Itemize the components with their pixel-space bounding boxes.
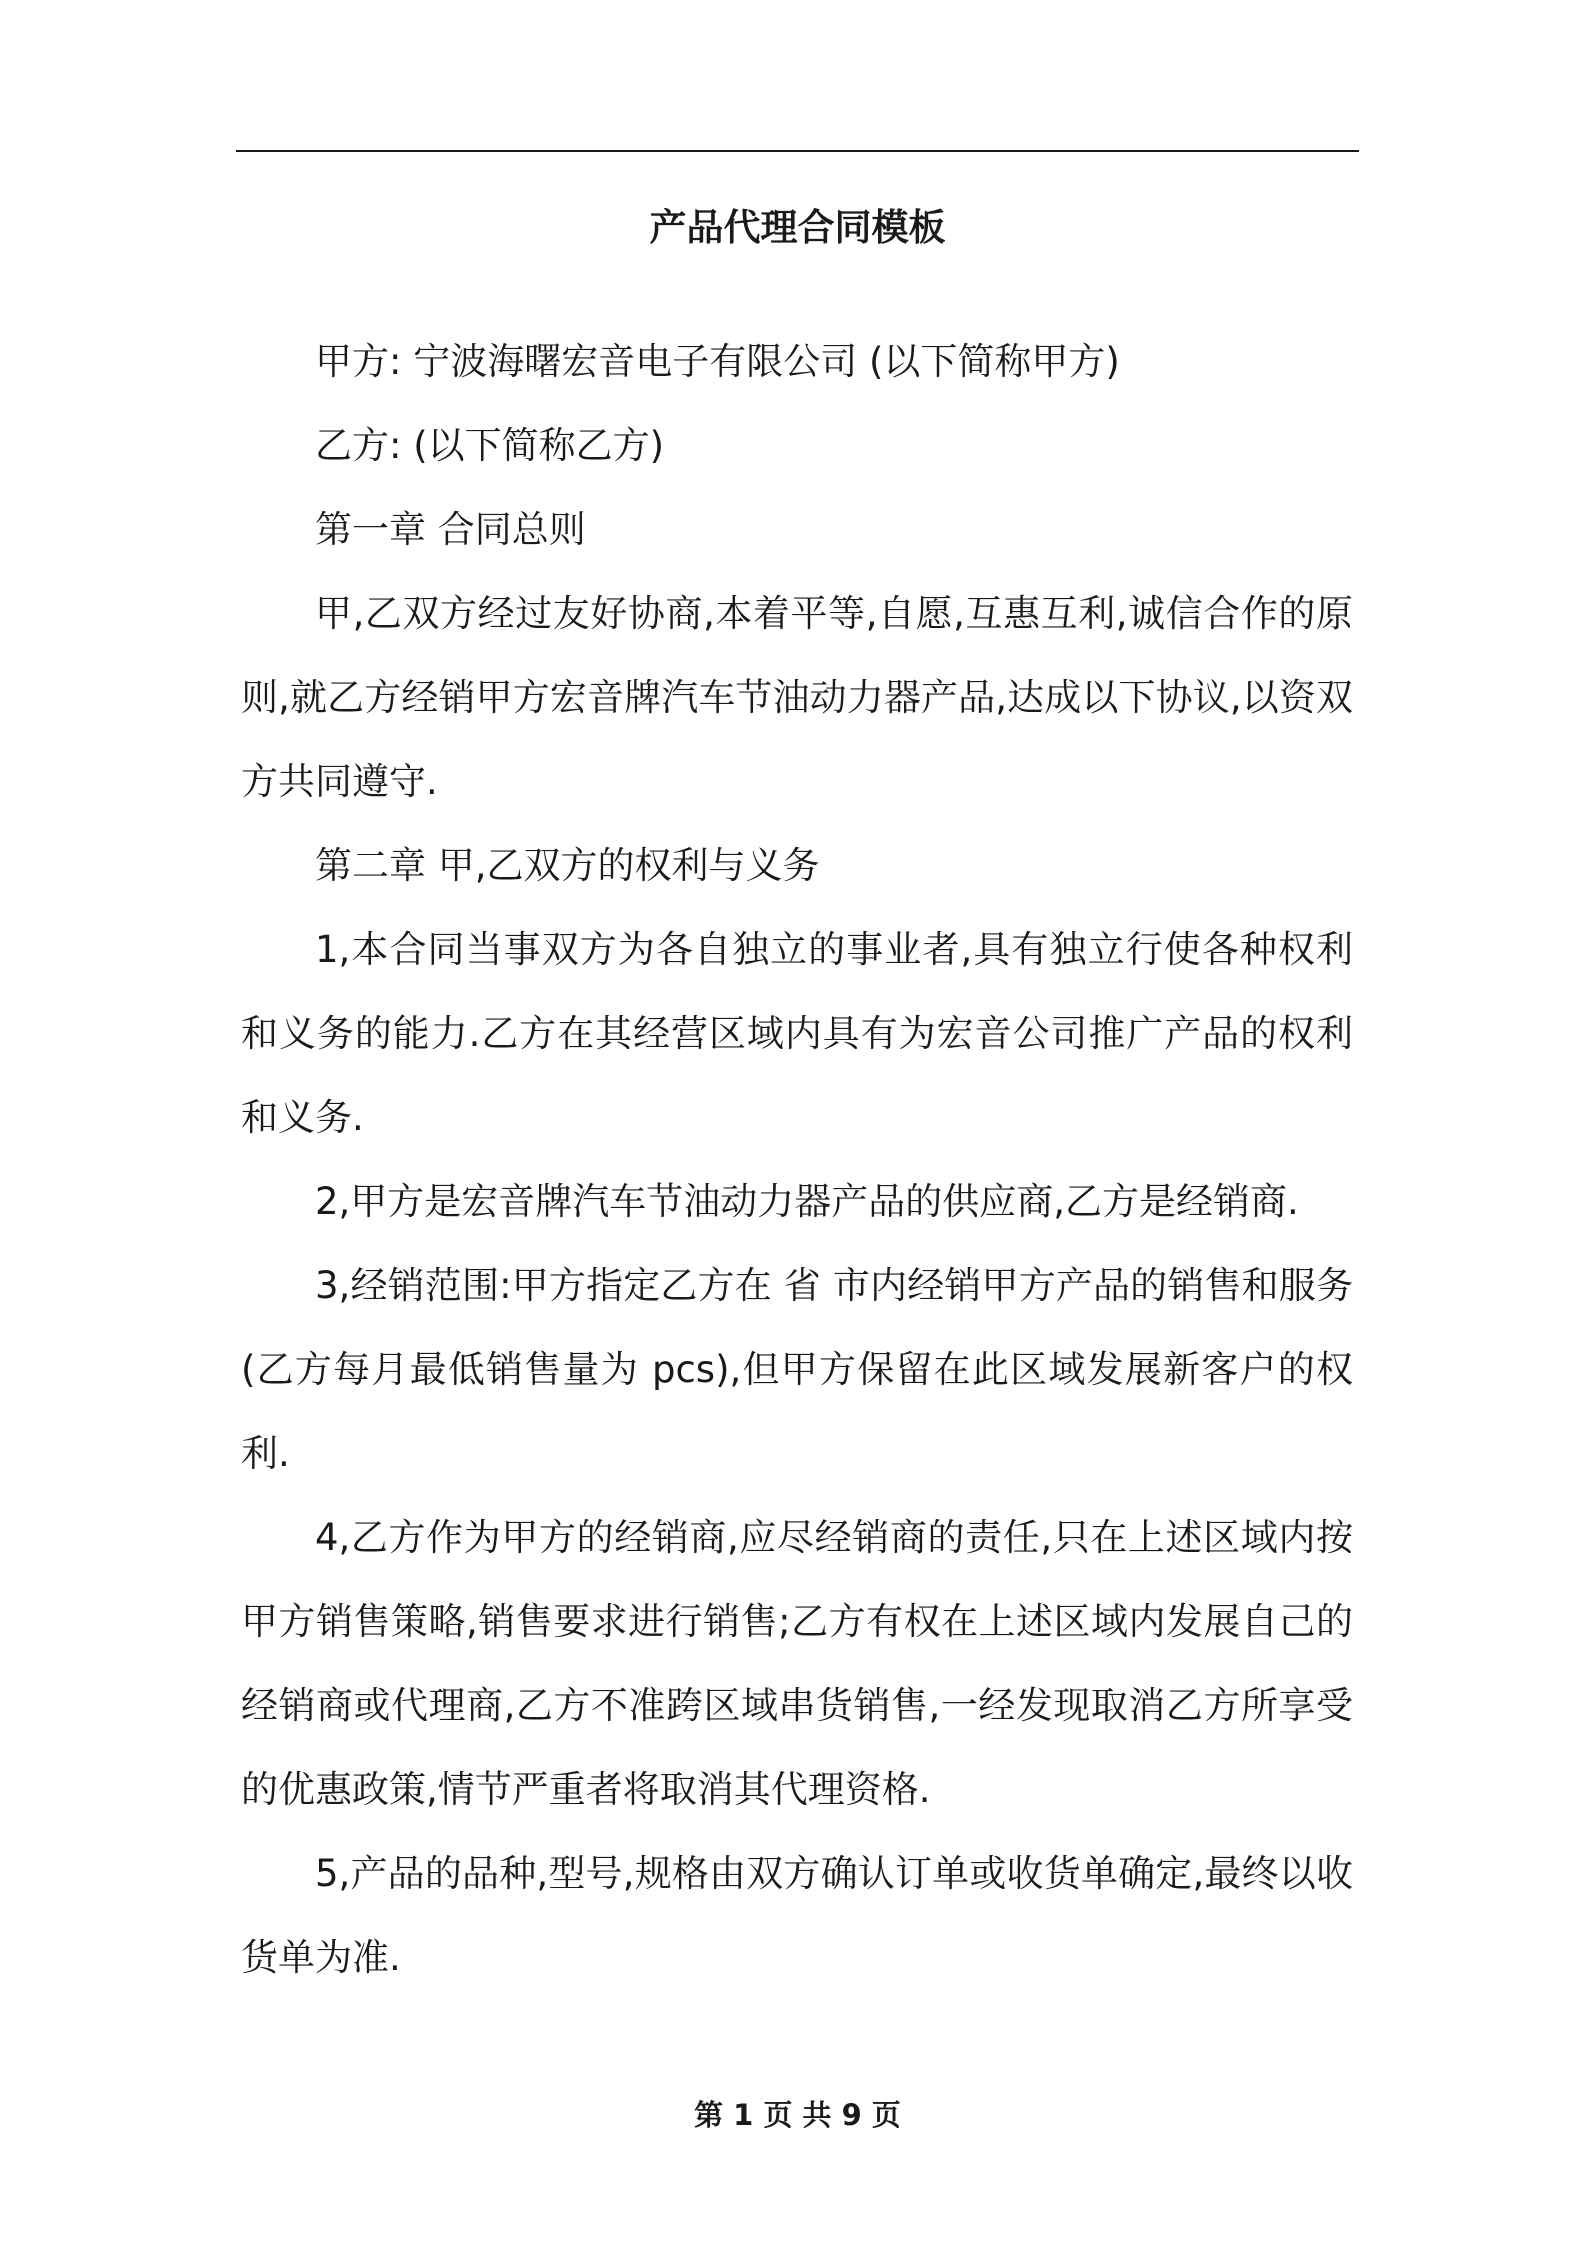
page-number-footer: 第 1 页 共 9 页 <box>694 2098 901 2132</box>
clause-3: 3,经销范围:甲方指定乙方在 省 市内经销甲方产品的销售和服务(乙方每月最低销售量为 pcs),但甲方保留在此区域发展新客户的权利. <box>241 1264 1353 1475</box>
party-b-line: 乙方: (以下简称乙方) <box>315 424 665 467</box>
chapter-1-heading: 第一章 合同总则 <box>315 508 586 551</box>
party-a-line: 甲方: 宁波海曙宏音电子有限公司 (以下简称甲方) <box>315 340 1120 383</box>
document-title: 产品代理合同模板 <box>649 206 946 249</box>
chapter-1-paragraph: 甲,乙双方经过友好协商,本着平等,自愿,互惠互利,诚信合作的原则,就乙方经销甲方宏音牌汽车节油动力器产品,达成以下协议,以资双方共同遵守. <box>241 592 1353 803</box>
clause-4: 4,乙方作为甲方的经销商,应尽经销商的责任,只在上述区域内按甲方销售策略,销售要求进行销售;乙方有权在上述区域内发展自己的经销商或代理商,乙方不准跨区域串货销售,一经发现取消乙方所享受的优惠政策,情节严重者将取消其代理资格. <box>241 1516 1353 1811</box>
chapter-2-heading: 第二章 甲,乙双方的权利与义务 <box>315 844 820 887</box>
clause-5: 5,产品的品种,型号,规格由双方确认订单或收货单确定,最终以收货单为准. <box>241 1852 1353 1979</box>
clause-2: 2,甲方是宏音牌汽车节油动力器产品的供应商,乙方是经销商. <box>315 1180 1299 1223</box>
clause-1: 1,本合同当事双方为各自独立的事业者,具有独立行使各种权利和义务的能力.乙方在其经营区域内具有为宏音公司推广产品的权利和义务. <box>241 928 1353 1139</box>
document-body <box>241 320 1353 2000</box>
header-rule <box>236 150 1359 152</box>
